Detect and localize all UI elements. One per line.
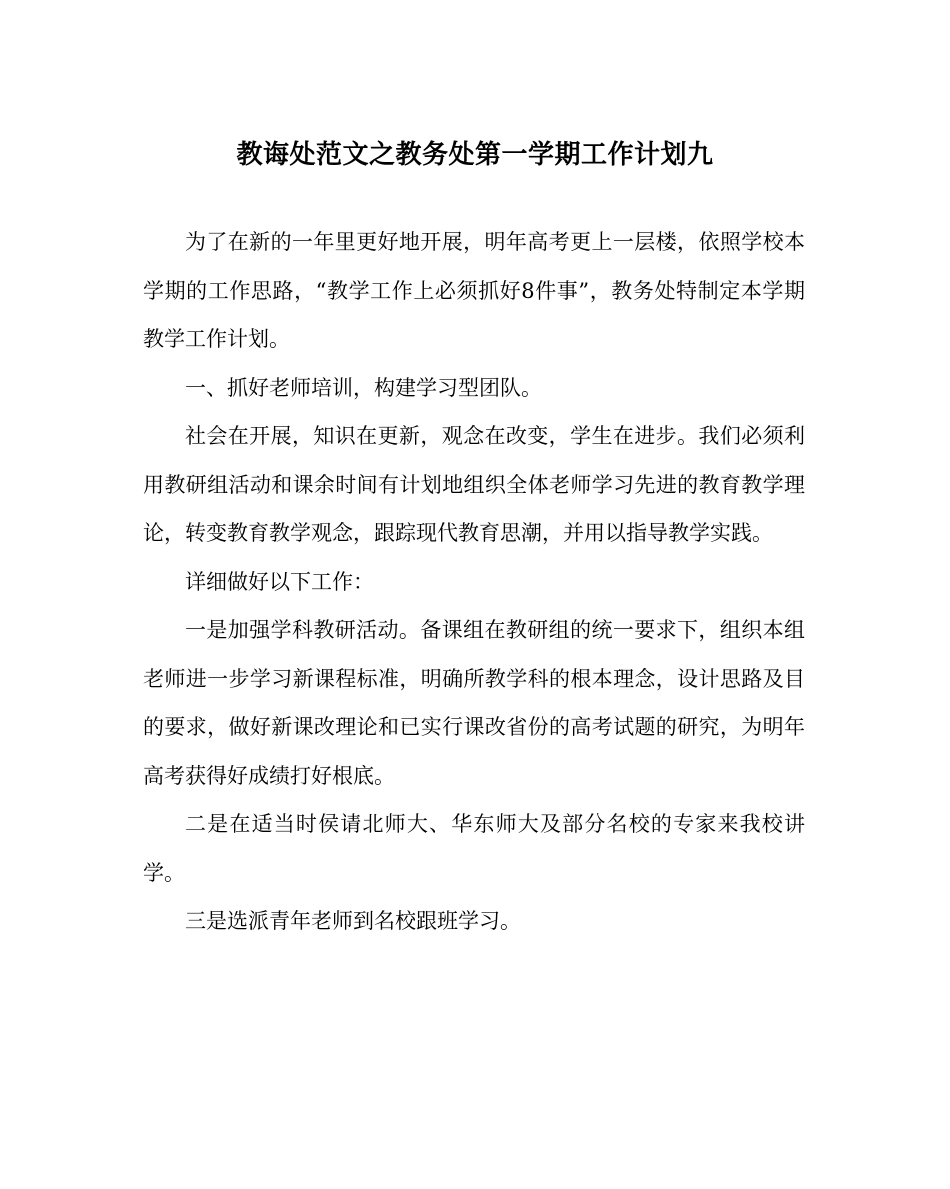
document-body xyxy=(143,218,805,946)
paragraph-tasks-lead: 详细做好以下工作： xyxy=(185,569,374,594)
paragraph-section-heading: 一、抓好老师培训，构建学习型团队。 xyxy=(185,375,542,400)
paragraph-task-three: 三是选派青年老师到名校跟班学习。 xyxy=(185,909,521,933)
paragraph-context: 社会在开展，知识在更新，观念在改变，学生在进步。我们必须利用教研组活动和课余时间有计划地组织全体老师学习先进的教育教学理论，转变教育教学观念，跟踪现代教育思潮，并用以指导教学实践。 xyxy=(143,424,805,545)
document-title: 教诲处范文之教务处第一学期工作计划九 xyxy=(236,140,714,170)
paragraph-intro: 为了在新的一年里更好地开展，明年高考更上一层楼，依照学校本学期的工作思路，“教学工作上必须抓好8件事”，教务处特制定本学期教学工作计划。 xyxy=(143,230,805,351)
paragraph-task-one: 一是加强学科教研活动。备课组在教研组的统一要求下，组织本组老师进一步学习新课程标准，明确所教学科的根本理念，设计思路及目的要求，做好新课改理论和已实行课改省份的高考试题的研究，为明年高考获得好成绩打好根底。 xyxy=(143,618,805,788)
paragraph-task-two: 二是在适当时侯请北师大、华东师大及部分名校的专家来我校讲学。 xyxy=(143,812,805,885)
